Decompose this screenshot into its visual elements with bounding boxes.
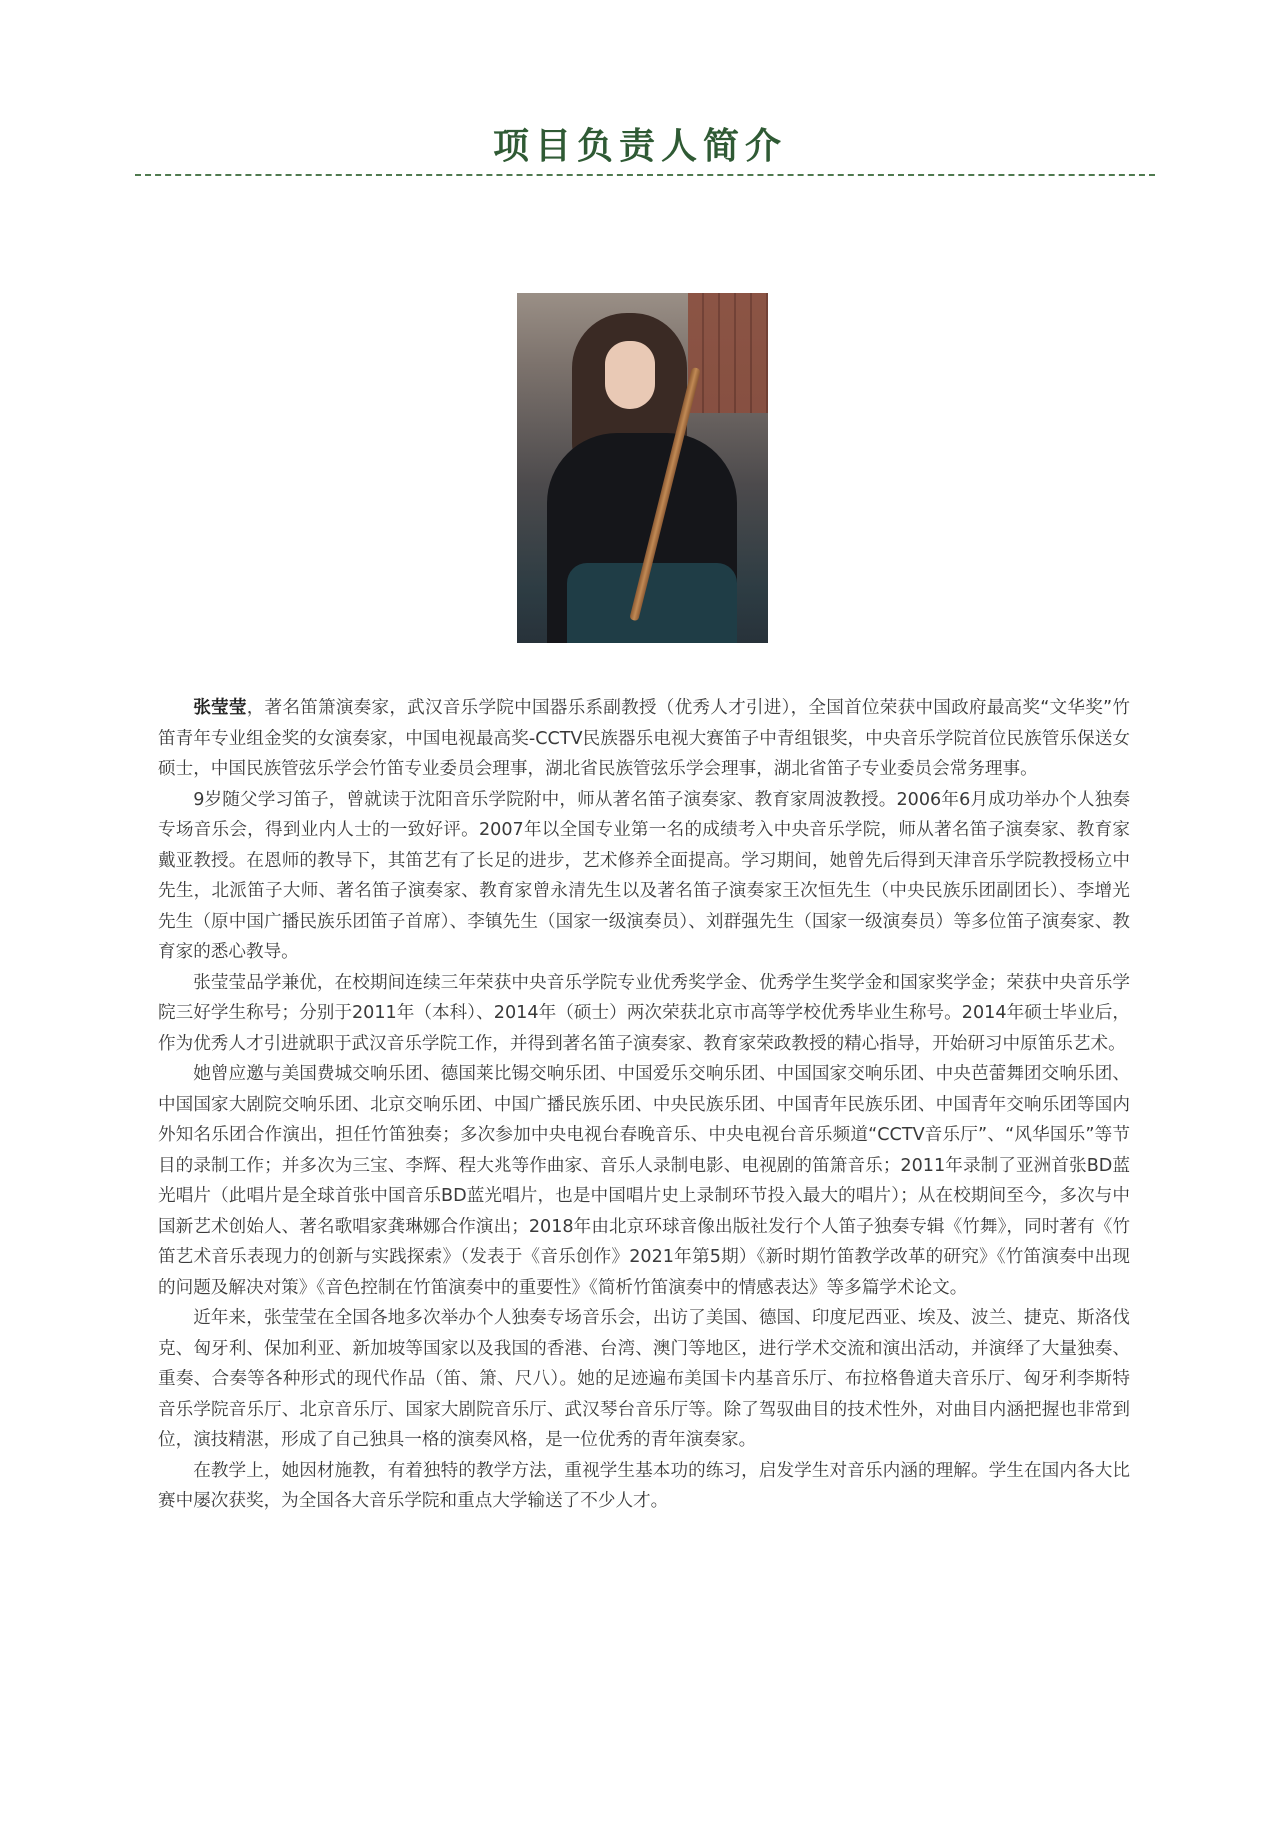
- bio-paragraph: 近年来，张莹莹在全国各地多次举办个人独奏专场音乐会，出访了美国、德国、印度尼西亚、埃及、波兰、捷克、斯洛伐克、匈牙利、保加利亚、新加坡等国家以及我国的香港、台湾、澳门等地区，进行学术交流和演出活动，并演绎了大量独奏、重奏、合奏等各种形式的现代作品（笛、箫、尺八）。她的足迹遍布美国卡内基音乐厅、布拉格鲁道夫音乐厅、匈牙利李斯特音乐学院音乐厅、北京音乐厅、国家大剧院音乐厅、武汉琴台音乐厅等。除了驾驭曲目的技术性外，对曲目内涵把握也非常到位，演技精湛，形成了自己独具一格的演奏风格，是一位优秀的青年演奏家。: [158, 1308, 1130, 1450]
- title-divider: [135, 174, 1155, 176]
- portrait-photo: [517, 293, 768, 643]
- bio-paragraph: 张莹莹品学兼优，在校期间连续三年荣获中央音乐学院专业优秀奖学金、优秀学生奖学金和国家奖学金；荣获中央音乐学院三好学生称号；分别于2011年（本科）、2014年（硕士）两次荣获北京市高等学校优秀毕业生称号。2014年硕士毕业后，作为优秀人才引进就职于武汉音乐学院工作，并得到著名笛子演奏家、教育家荣政教授的精心指导，开始研习中原笛乐艺术。: [158, 972, 1130, 1054]
- page-title: 项目负责人简介: [492, 126, 787, 167]
- bio-paragraph: 在教学上，她因材施教，有着独特的教学方法，重视学生基本功的练习，启发学生对音乐内涵的理解。学生在国内各大比赛中屡次获奖，为全国各大音乐学院和重点大学输送了不少人才。: [158, 1460, 1130, 1511]
- profile-intro: ，著名笛箫演奏家，武汉音乐学院中国器乐系副教授（优秀人才引进），全国首位荣获中国政府最高奖“文华奖”竹笛青年专业组金奖的女演奏家，中国电视最高奖-CCTV民族器乐电视大赛笛子中青组银奖，中央音乐学院首位民族管乐保送女硕士，中国民族管弦乐学会竹笛专业委员会理事，湖北省民族管弦乐学会理事，湖北省笛子专业委员会常务理事。: [158, 698, 1130, 779]
- profile-name: 张莹莹: [193, 698, 247, 718]
- photo-brick-wall: [688, 293, 768, 413]
- bio-paragraph-intro: [158, 693, 1130, 785]
- photo-face: [605, 341, 655, 409]
- bio-paragraph: 9岁随父学习笛子，曾就读于沈阳音乐学院附中，师从著名笛子演奏家、教育家周波教授。2006年6月成功举办个人独奏专场音乐会，得到业内人士的一致好评。2007年以全国专业第一名的成绩考入中央音乐学院，师从著名笛子演奏家、教育家戴亚教授。在恩师的教导下，其笛艺有了长足的进步，艺术修养全面提高。学习期间，她曾先后得到天津音乐学院教授杨立中先生，北派笛子大师、著名笛子演奏家、教育家曾永清先生以及著名笛子演奏家王次恒先生（中央民族乐团副团长）、李增光先生（原中国广播民族乐团笛子首席）、李镇先生（国家一级演奏员）、刘群强先生（国家一级演奏员）等多位笛子演奏家、教育家的悉心教导。: [158, 789, 1130, 962]
- bio-paragraph: 她曾应邀与美国费城交响乐团、德国莱比锡交响乐团、中国爱乐交响乐团、中国国家交响乐团、中央芭蕾舞团交响乐团、中国国家大剧院交响乐团、北京交响乐团、中国广播民族乐团、中央民族乐团、中国青年民族乐团、中国青年交响乐团等国内外知名乐团合作演出，担任竹笛独奏；多次参加中央电视台春晚音乐、中央电视台音乐频道“CCTV音乐厅”、“风华国乐”等节目的录制工作；并多次为三宝、李辉、程大兆等作曲家、音乐人录制电影、电视剧的笛箫音乐；2011年录制了亚洲首张BD蓝光唱片（此唱片是全球首张中国音乐BD蓝光唱片，也是中国唱片史上录制环节投入最大的唱片）；从在校期间至今，多次与中国新艺术创始人、著名歌唱家龚琳娜合作演出；2018年由北京环球音像出版社发行个人笛子独奏专辑《竹舞》，同时著有《竹笛艺术音乐表现力的创新与实践探索》（发表于《音乐创作》2021年第5期）《新时期竹笛教学改革的研究》《竹笛演奏中出现的问题及解决对策》《音色控制在竹笛演奏中的重要性》《简析竹笛演奏中的情感表达》等多篇学术论文。: [158, 1064, 1130, 1298]
- biography-text: [158, 693, 1130, 1517]
- photo-skirt: [567, 563, 737, 643]
